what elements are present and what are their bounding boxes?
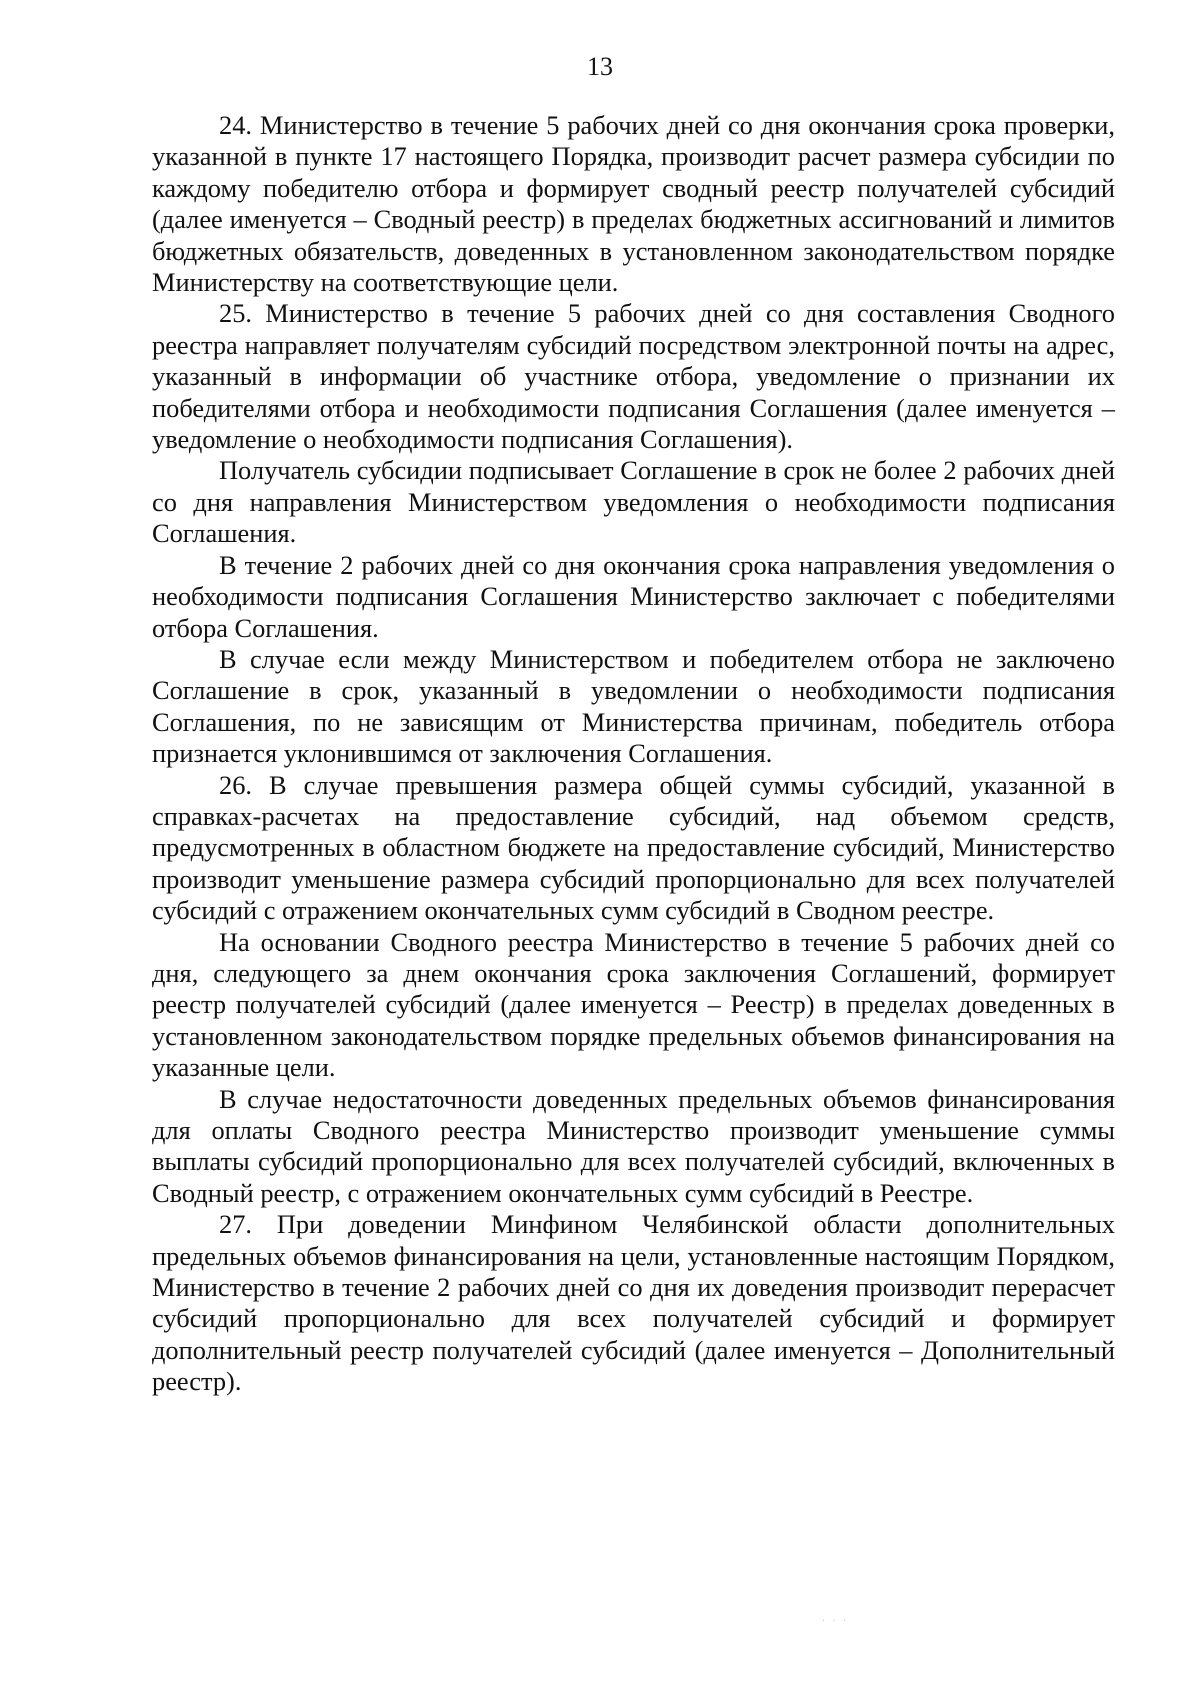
paragraph-26-registry: На основании Сводного реестра Министерство в течение 5 рабочих дней со дня, следующего за днем окончания срока заключения Соглашений, формирует реестр получателей субсидий (далее именуется – Реестр) в пределах доведенных в установленном законодательством порядке предельных объемов финансирования на указанные цели. xyxy=(152,926,1115,1083)
page-number: 13 xyxy=(587,52,613,81)
paragraph-26: 26. В случае превышения размера общей суммы субсидий, указанной в справках-расчетах на предоставление субсидий, над объемом средств, предусмотренных в областном бюджете на предоставление субсидий, Министерство производит уменьшение размера субсидий пропорционально для всех получателей субсидий с отражением окончательных сумм субсидий в Сводном реестре. xyxy=(152,769,1115,926)
scan-artifact: · · · xyxy=(822,1616,848,1627)
paragraph-25-signing: Получатель субсидии подписывает Соглашение в срок не более 2 рабочих дней со дня направления Министерством уведомления о необходимости подписания Соглашения. xyxy=(152,455,1115,549)
paragraph-27: 27. При доведении Минфином Челябинской области дополнительных предельных объемов финансирования на цели, установленные настоящим Порядком, Министерство в течение 2 рабочих дней со дня их доведения производит перерасчет субсидий пропорционально для всех получателей субсидий и формирует дополнительный реестр получателей субсидий (далее именуется – Дополнительный реестр). xyxy=(152,1209,1115,1397)
paragraph-25: 25. Министерство в течение 5 рабочих дней со дня составления Сводного реестра направляет получателям субсидий посредством электронной почты на адрес, указанный в информации об участнике отбора, уведомление о признании их победителями отбора и необходимости подписания Соглашения (далее именуется – уведомление о необходимости подписания Соглашения). xyxy=(152,298,1115,455)
document-body xyxy=(152,110,1115,1398)
paragraph-26-insufficiency: В случае недостаточности доведенных предельных объемов финансирования для оплаты Сводного реестра Министерство производит уменьшение суммы выплаты субсидий пропорционально для всех получателей субсидий, включенных в Сводный реестр, с отражением окончательных сумм субсидий в Реестре. xyxy=(152,1083,1115,1208)
paragraph-25-evasion: В случае если между Министерством и победителем отбора не заключено Соглашение в срок, указанный в уведомлении о необходимости подписания Соглашения, по не зависящим от Министерства причинам, победитель отбора признается уклонившимся от заключения Соглашения. xyxy=(152,643,1115,769)
paragraph-24: 24. Министерство в течение 5 рабочих дней со дня окончания срока проверки, указанной в пункте 17 настоящего Порядка, производит расчет размера субсидии по каждому победителю отбора и формирует сводный реестр получателей субсидий (далее именуется – Сводный реестр) в пределах бюджетных ассигнований и лимитов бюджетных обязательств, доведенных в установленном законодательством порядке Министерству на соответствующие цели. xyxy=(152,110,1115,298)
paragraph-25-conclusion: В течение 2 рабочих дней со дня окончания срока направления уведомления о необходимости подписания Соглашения Министерство заключает с победителями отбора Соглашения. xyxy=(152,549,1115,643)
